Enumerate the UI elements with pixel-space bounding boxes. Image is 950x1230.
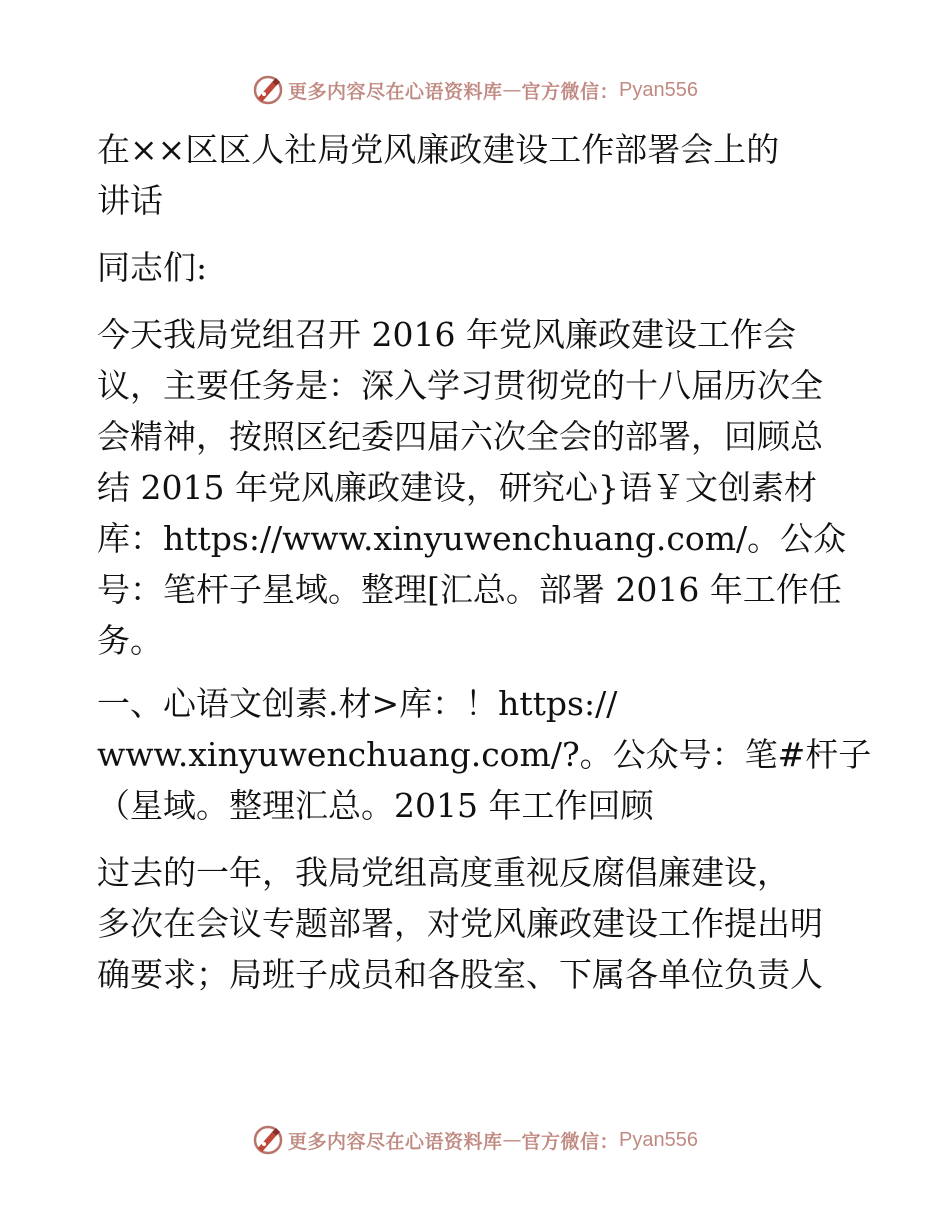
section-heading-line: www.xinyuwenchuang.com/?。公众号：笔#杆子 (97, 735, 872, 774)
header-banner (0, 72, 950, 108)
banner-separator: — (502, 79, 522, 101)
paragraph-line: 务。 (97, 621, 163, 660)
banner-contact: 官方微信： (521, 1130, 620, 1153)
title-line: 讲话 (97, 181, 163, 220)
paragraph-line: 今天我局党组召开 2016 年党风廉政建设工作会 (97, 315, 796, 354)
footer-banner (0, 1122, 950, 1158)
paragraph-line: 号：笔杆子星域。整理[汇总。部署 2016 年工作任 (97, 570, 842, 609)
paragraph-line: 会精神，按照区纪委四届六次全会的部署，回顾总 (97, 417, 823, 456)
paragraph-line: 过去的一年，我局党组高度重视反腐倡廉建设， (97, 853, 790, 892)
paragraph-line: 结 2015 年党风廉政建设，研究心}语￥文创素材 (97, 468, 817, 507)
pen-logo-icon (252, 74, 284, 106)
banner-text: 更多内容尽在心语资料库 (288, 1130, 503, 1153)
pen-logo-icon (252, 1124, 284, 1156)
title-line: 在××区区人社局党风廉政建设工作部署会上的 (97, 130, 780, 169)
banner-id: Pyan556 (619, 1128, 698, 1151)
paragraph-line: 确要求；局班子成员和各股室、下属各单位负责人 (97, 955, 823, 994)
banner-text: 更多内容尽在心语资料库 (288, 80, 503, 103)
paragraph-line: 议，主要任务是：深入学习贯彻党的十八届历次全 (97, 366, 823, 405)
paragraph-line: 多次在会议专题部署，对党风廉政建设工作提出明 (97, 904, 823, 943)
paragraph-line: 库：https://www.xinyuwenchuang.com/。公众 (97, 519, 847, 558)
section-heading-line: （星域。整理汇总。2015 年工作回顾 (97, 786, 654, 825)
salutation: 同志们: (97, 248, 208, 287)
banner-contact: 官方微信： (521, 80, 620, 103)
section-heading-line: 一、心语文创素.材>库：！https:// (97, 684, 618, 723)
banner-separator: — (502, 1129, 522, 1151)
document-body (97, 124, 872, 1000)
banner-id: Pyan556 (619, 78, 698, 101)
